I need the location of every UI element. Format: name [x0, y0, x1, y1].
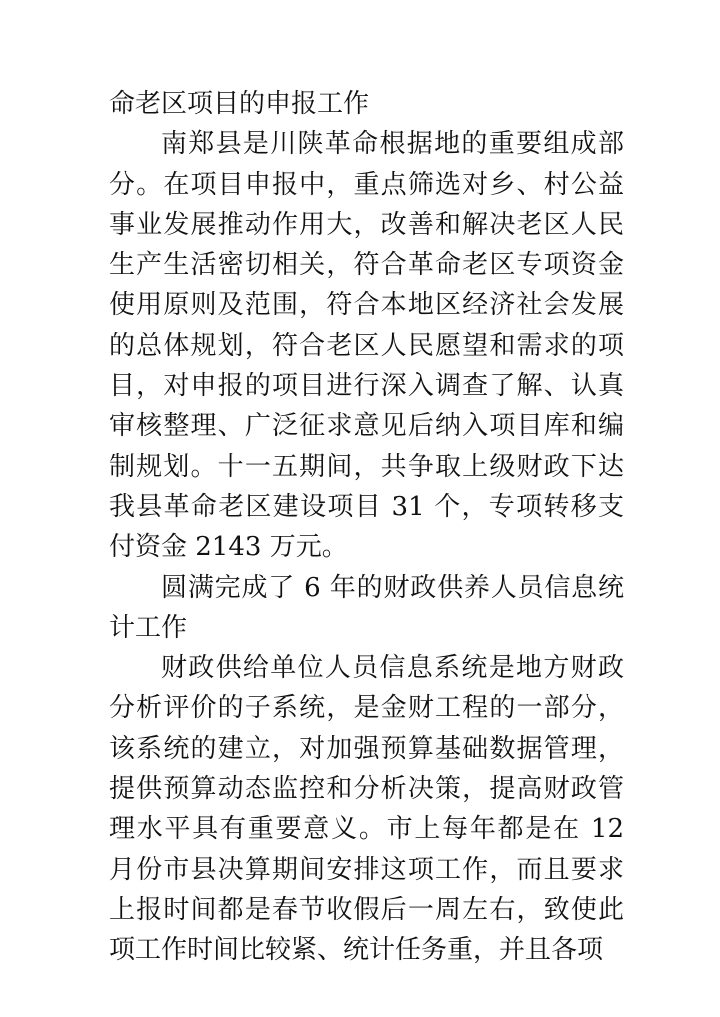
paragraph-heading-statistics: 圆满完成了 6 年的财政供养人员信息统计工作 [109, 572, 624, 643]
paragraph-information-system: 财政供给单位人员信息系统是地方财政分析评价的子系统，是金财工程的一部分，该系统的建立，对加强预算基础数据管理，提供预算动态监控和分析决策，提高财政管理水平具有重要意义。市上每年都是在 12 月份市县决算期间安排这项工作，而且要求上报时间都是春节收假后一周左右，致使此项工作时间比较紧、统计任务重，并且各项 [109, 653, 624, 966]
paragraph-heading-continuation: 命老区项目的申报工作 [109, 89, 370, 119]
paragraph-nanzheng-county: 南郑县是川陕革命根据地的重要组成部分。在项目申报中，重点筛选对乡、村公益事业发展推动作用大，改善和解决老区人民生产生活密切相关，符合革命老区专项资金使用原则及范围，符合本地区经济社会发展的总体规划，符合老区人民愿望和需求的项目，对申报的项目进行深入调查了解、认真审核整理、广泛征求意见后纳入项目库和编制规划。十一五期间，共争取上级财政下达我县革命老区建设项目 31 个，专项转移支付资金 2143 万元。 [109, 129, 624, 563]
document-body [109, 84, 624, 971]
